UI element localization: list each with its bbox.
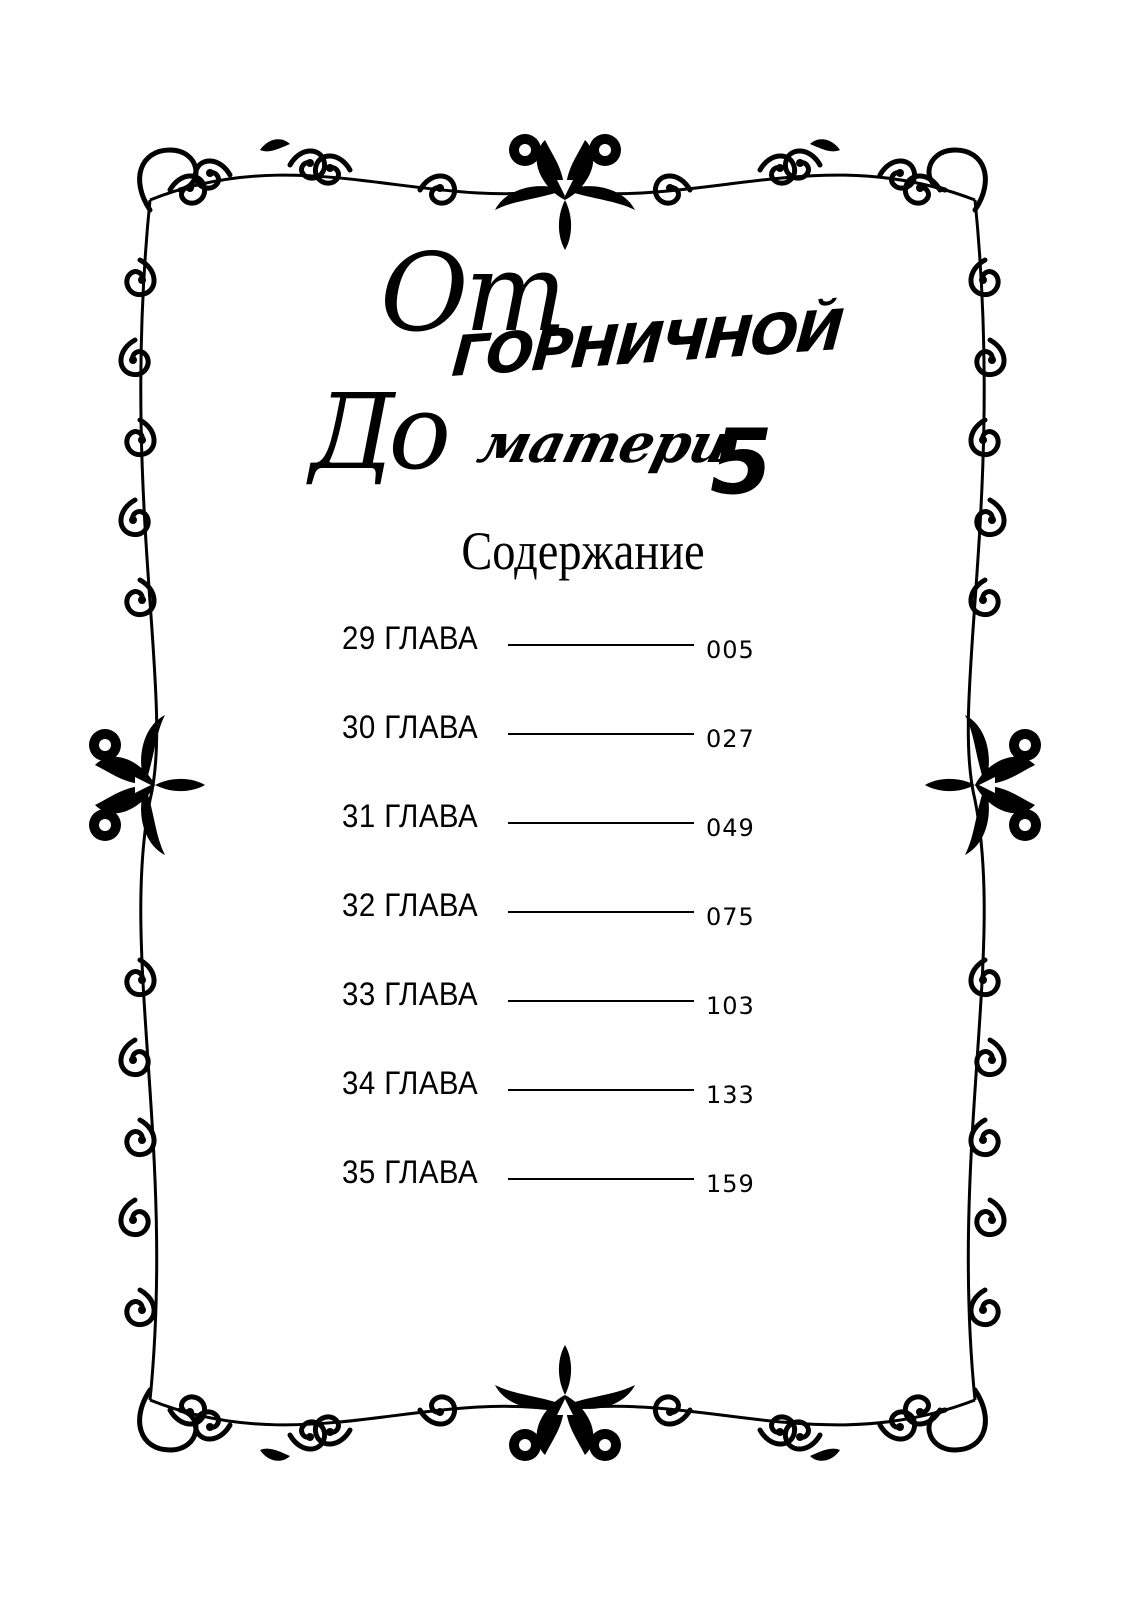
toc-entry-page: 159 [706,1170,755,1198]
leader-line [508,1089,694,1091]
volume-number: 5 [710,410,773,515]
toc-entry[interactable] [340,976,780,1065]
bottom-flower-ornament-icon [495,1345,635,1461]
toc-heading: Содержание [461,521,705,581]
toc-entry-label: 35 ГЛАВА [342,1154,479,1190]
right-flower-ornament-icon [925,715,1041,855]
title-word-do: До [310,371,446,493]
leader-line [508,1000,694,1002]
title-word-ot: От [380,231,563,356]
leader-line [508,1178,694,1180]
toc-entry[interactable] [340,1065,780,1154]
toc-entry-page: 103 [706,992,755,1020]
toc-entry-page: 027 [706,725,755,753]
toc-entry-label: 33 ГЛАВА [342,976,479,1012]
toc-entry-label: 30 ГЛАВА [342,709,479,745]
leader-line [508,733,694,735]
cover-title-logo [300,231,844,520]
leader-line [508,644,694,646]
toc-entry[interactable] [340,887,780,976]
toc-entry-page: 133 [706,1081,755,1109]
leader-line [508,911,694,913]
left-flower-ornament-icon [89,715,205,855]
toc-entry[interactable] [340,1154,780,1243]
title-word-gornichnoy: ГОРНИЧНОЙ [449,298,844,390]
toc-entry-label: 32 ГЛАВА [342,887,479,923]
toc-entry[interactable] [340,709,780,798]
leader-line [508,822,694,824]
toc-entry[interactable] [340,798,780,887]
toc-entry-page: 049 [706,814,755,842]
toc-entry-label: 34 ГЛАВА [342,1065,479,1101]
toc-entry-label: 31 ГЛАВА [342,798,479,834]
toc-entry-page: 005 [706,636,755,664]
toc-list [340,620,780,1243]
toc-entry[interactable] [340,620,780,709]
title-word-materi: матери [472,411,737,475]
toc-entry-label: 29 ГЛАВА [342,620,479,656]
toc-entry-page: 075 [706,903,755,931]
